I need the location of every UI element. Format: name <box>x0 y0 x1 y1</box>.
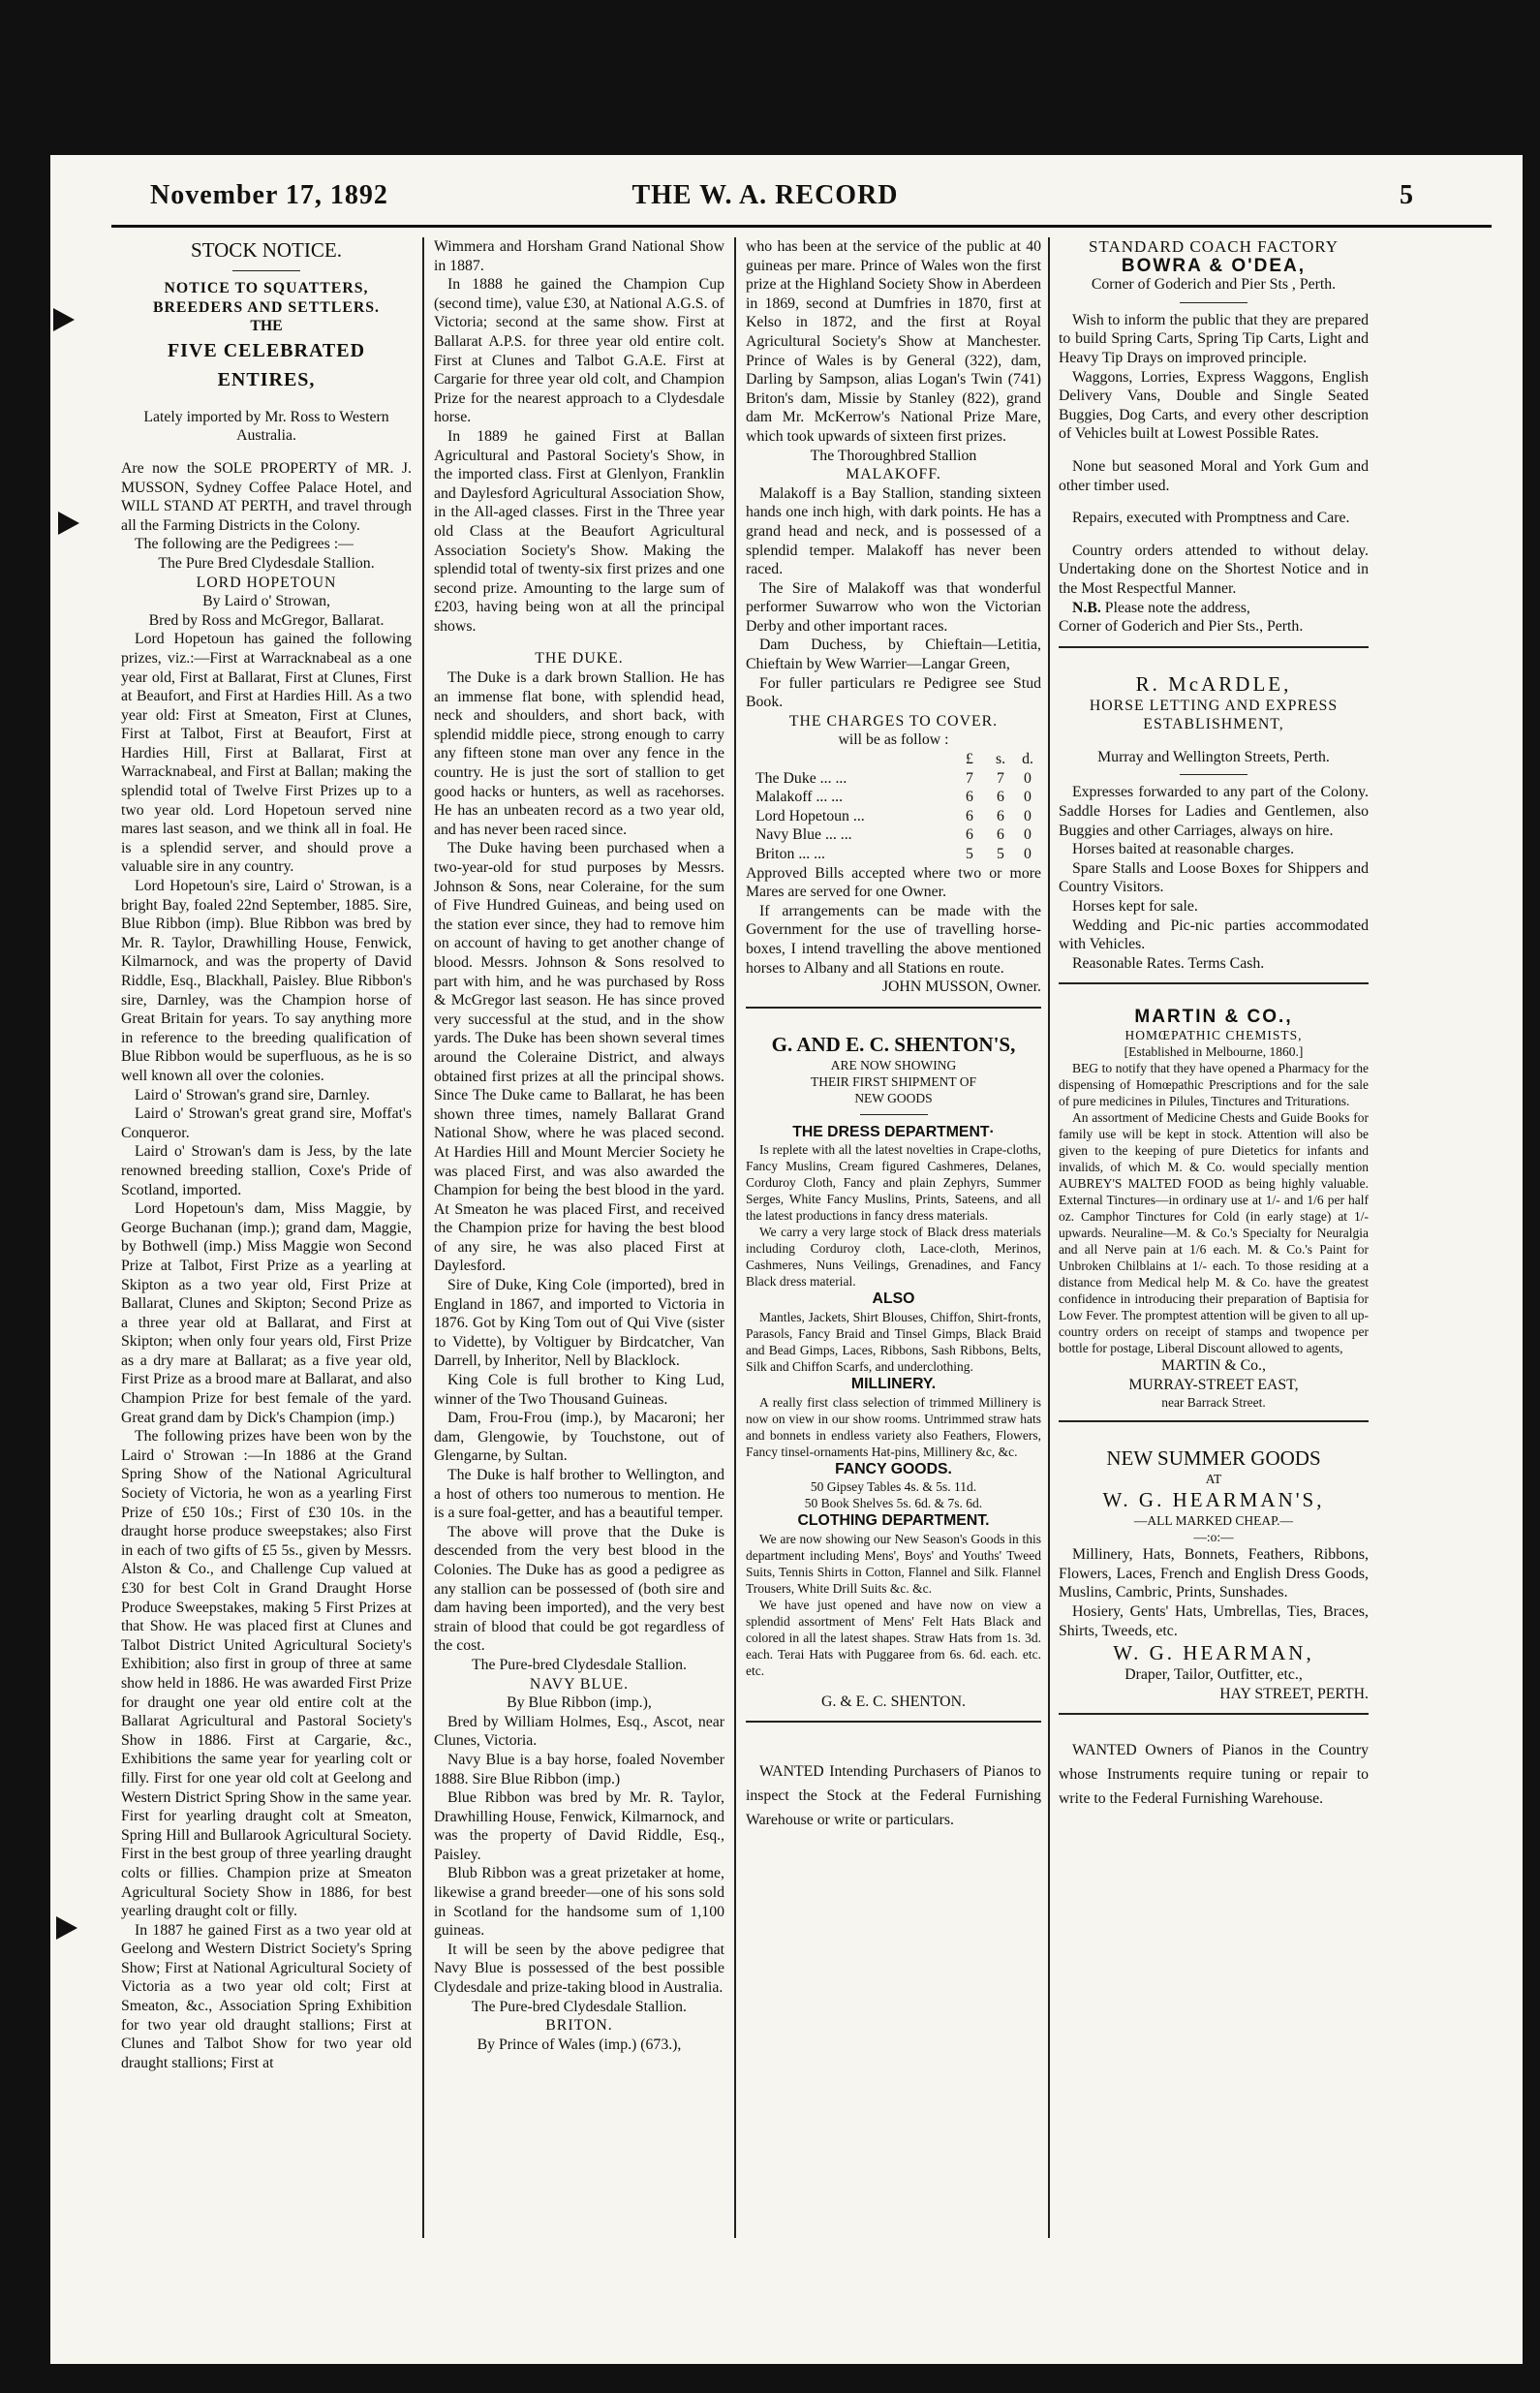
header-rule <box>111 225 1492 228</box>
horse-heading: LORD HOPETOUN <box>196 574 337 591</box>
charges-pounds: 5 <box>966 846 973 862</box>
advert-address: MURRAY-STREET EAST, <box>1128 1376 1299 1393</box>
charges-pounds: 6 <box>966 826 973 844</box>
charges-pence: 0 <box>1024 769 1032 787</box>
paragraph: The Sire of Malakoff was that wonderful performer Suwarrow who won the Victorian Derby and other important races. <box>746 579 1041 635</box>
paragraph: Lord Hopetoun has gained the following prizes, viz.:—First at Warracknabeal as a one year old, First at Ballarat, First at Clunes, First at Beaufort, and First at Hardies Hill. As a two year old: First at Smeaton, First at Clunes, First at Talbot, First at Beaufort, First at Hardies Hill, First at Ballarat, First at Warracknabeal, and First at Ballan; making the splendid total of Twelve First Prizes up to a two year old. Lord Hopetoun served nine mares last season, and we think all in foal. He is a splendid server, and should prove a valuable sire in any country. <box>121 631 412 876</box>
advert-signature: W. G. HEARMAN, <box>1113 1641 1314 1665</box>
paragraph: None but seasoned Moral and York Gum and other timber used. <box>1059 457 1369 494</box>
dept-heading: ALSO <box>872 1290 915 1308</box>
divider <box>1059 646 1369 648</box>
paragraph: Horses baited at reasonable charges. <box>1072 841 1295 858</box>
issue-date: November 17, 1892 <box>150 180 388 210</box>
paragraph: The Pure-bred Clydesdale Stallion. <box>472 1998 687 2015</box>
charges-header-cell: £ <box>966 751 973 768</box>
paragraph: Wimmera and Horsham Grand National Show in 1887. <box>434 238 724 274</box>
paragraph: An assortment of Medicine Chests and Guide Books for family use will be kept in stock. Attention will also be given to the keeping of pure Dietetics for infants and invalids, of which M. & Co. would specially mention AUBREY'S MALTED FOOD as being highly valuable. External Tinctures—in ordinary use at 1/- and 1/6 per half oz. Camphor Tinctures for Cold (in early stage) at 1/- upwards. Neuraline—M. & Co.'s Specialty for Neuralgia and all Nerve pain at 1/6 each. M. & Co.'s Paint for Unbroken Chilblains at 1/- each. To those residing at a distance from Medical help M. & Co. have the greatest confidence in introducing their preparation of Baptisia for Low Fever. The promptest attention will be given to all up-country orders on receipt of stamps and twopence per bottle for postage, Liberal Discount allowed to agents, <box>1059 1110 1369 1355</box>
paragraph: We are now showing our New Season's Goods in this department including Mens', Boys' and Youths' Tweed Suits, Tennis Shirts in Cotton, Flannel and Silk. Flannel Trousers, White Drill Suits &c. &c. <box>746 1531 1041 1596</box>
price-line: 50 Book Shelves 5s. 6d. & 7s. 6d. <box>804 1496 983 1511</box>
advert-line: NEW GOODS <box>854 1090 933 1105</box>
paragraph: By Prince of Wales (imp.) (673.), <box>477 2036 682 2053</box>
charges-pence: 0 <box>1024 826 1032 844</box>
paragraph: The Pure-bred Clydesdale Stallion. <box>472 1656 687 1673</box>
charges-title: THE CHARGES TO COVER. <box>788 712 999 730</box>
charges-table <box>755 750 1041 864</box>
paragraph: Wedding and Pic-nic parties accommodated with Vehicles. <box>1059 917 1369 953</box>
column-rule <box>1048 237 1050 2238</box>
dept-heading: FANCY GOODS. <box>835 1460 952 1477</box>
paragraph: Country orders attended to without delay. Undertaking done on the Shortest Notice and in the Most Respectful Manner. <box>1059 542 1369 597</box>
advert-title: STANDARD COACH FACTORY <box>1088 237 1340 256</box>
wanted-notice: WANTED Owners of Pianos in the Country whose Instruments require tuning or repair to write to the Federal Furnishing Warehouse. <box>1059 1742 1369 1808</box>
paragraph: If arrangements can be made with the Government for the use of travelling horse-boxes, I intend travelling the above mentioned horses to Albany and all Stations en route. <box>746 902 1041 977</box>
charges-row-name: Navy Blue ... ... <box>755 826 852 844</box>
paragraph: The Duke is half brother to Wellington, and a host of others too numerous to mention. He is a sure foal-getter, and has a beautiful temper. <box>434 1467 724 1522</box>
paragraph: A really first class selection of trimmed Millinery is now on view in our show rooms. Untrimmed straw hats and bonnets in endless variety also Feathers, Flowers, Fancy tinsel-ornaments Hat-pins, Millinery &c, &c. <box>746 1394 1041 1459</box>
signature: JOHN MUSSON, Owner. <box>881 979 1041 996</box>
paragraph: who has been at the service of the public at 40 guineas per mare. Prince of Wales won the first prize at the Highland Society Show in Aberdeen in 1869, second at Dumfries in 1870, first at Kelso in 1872, and the first at Royal Agricultural Society's Show at Manchester. Prince of Wales is by General (322), dam, Darling by Sampson, alias Logan's Twin (741) Briton's dam, Missie by Stanley (822), grand dam Mr. McKerrow's National Prize Mare, which took upwards of sixteen first prizes. <box>746 238 1041 445</box>
charges-pence: 0 <box>1024 789 1032 806</box>
advert-name: W. G. HEARMAN'S, <box>1102 1488 1325 1512</box>
divider <box>1059 1713 1369 1715</box>
column-3 <box>746 237 1041 2320</box>
charges-shillings: 6 <box>997 789 1004 806</box>
divider <box>1180 774 1247 775</box>
charges-subtitle: will be as follow : <box>838 731 949 749</box>
advert-name: BOWRA & O'DEA, <box>1121 255 1307 276</box>
advert-established: [Established in Melbourne, 1860.] <box>1124 1044 1304 1059</box>
advert-address: Corner of Goderich and Pier Sts , Perth. <box>1091 276 1337 294</box>
paragraph: Hosiery, Gents' Hats, Umbrellas, Ties, Braces, Shirts, Tweeds, etc. <box>1059 1602 1369 1639</box>
advert-address: near Barrack Street. <box>1161 1395 1266 1411</box>
notice-heading: NOTICE TO SQUATTERS, BREEDERS AND SETTLERS. <box>152 280 381 316</box>
charges-row-name: The Duke ... ... <box>755 769 847 787</box>
charges-header-cell: d. <box>1022 751 1033 768</box>
paragraph: Corner of Goderich and Pier Sts., Perth. <box>1059 618 1304 636</box>
advert-name: MARTIN & CO., <box>1134 1007 1293 1028</box>
column-4 <box>1059 237 1369 2320</box>
paragraph: King Cole is full brother to King Lud, winner of the Two Thousand Guineas. <box>434 1372 724 1408</box>
paragraph: Wish to inform the public that they are prepared to build Spring Carts, Spring Tip Carts, Light and Heavy Tip Drays on improved principle. <box>1059 311 1369 366</box>
paragraph: Waggons, Lorries, Express Waggons, English Delivery Vans, Double and Single Seated Buggies, Dog Carts, and every other description of Vehicles built at Lowest Possible Rates. <box>1059 368 1369 443</box>
advert-subtitle: HOMŒPATHIC CHEMISTS, <box>1124 1028 1303 1042</box>
column-1 <box>121 237 412 2320</box>
paragraph: Laird o' Strowan's great grand sire, Moffat's Conqueror. <box>121 1105 412 1141</box>
paragraph: Laird o' Strowan's dam is Jess, by the late renowned breeding stallion, Coxe's Pride of Scotland, imported. <box>121 1143 412 1198</box>
charges-row-name: Malakoff ... ... <box>755 789 844 806</box>
price-line: 50 Gipsey Tables 4s. & 5s. 11d. <box>810 1479 977 1495</box>
paragraph: The following are the Pedigrees :— <box>135 536 354 553</box>
horse-heading: THE DUKE. <box>535 650 624 668</box>
charges-row-name: Briton ... ... <box>755 846 825 862</box>
paragraph: Millinery, Hats, Bonnets, Feathers, Ribbons, Flowers, Laces, French and English Dress Goods, Muslins, Cambric, Prints, Sunshades. <box>1059 1546 1369 1601</box>
horse-heading: NAVY BLUE. <box>529 1675 630 1693</box>
paragraph: In 1887 he gained First as a two year old at Geelong and Western District Society's Spring Show; First at National Agricultural Society of Victoria as a two year old colt; First at Smeaton, &c., Association Spring Exhibition for two year old draught stallions; First at Clunes and Talbot Show for two year old draught stallions; First at <box>121 1921 412 2071</box>
charges-row-name: Lord Hopetoun ... <box>755 807 865 824</box>
nb-label: N.B. <box>1072 599 1101 616</box>
five-entires-heading: FIVE CELEBRATED ENTIRES, <box>167 339 366 390</box>
charges-pounds: 6 <box>966 789 973 806</box>
charges-shillings: 6 <box>997 807 1004 824</box>
paragraph: The Duke having been purchased when a two-year-old for stud purposes by Messrs. Johnson & Sons, near Coleraine, for the sum of Five Hundred Guineas, and being used on the station ever since, they had to remove him on account of having to get another change of blood. Messrs. Johnson & Sons resolved to part with him, and he was purchased by Ross & McGregor last season. He has since proved very successful at the stud, and in the show yards. The Duke has been shown several times around the Coleraine District, and always obtained first prizes at all the principal shows. Since The Duke came to Ballarat, he has been shown three times, namely Ballarat Grand National Show, where he was placed second. At Hardies Hill and Mount Mercier Society he was placed First, and was also awarded the Champion for being the best blood in the yard. At Smeaton he was placed First, and received the Champion prize for having the best blood of any sire, he was also placed First at Daylesford. <box>434 840 724 1275</box>
charges-header-cell <box>755 750 952 769</box>
horse-subheading: Bred by Ross and McGregor, Ballarat. <box>148 611 385 629</box>
binding-hole-marker <box>53 308 75 331</box>
divider <box>1059 982 1369 984</box>
paragraph: We have just opened and have now on view a splendid assortment of Mens' Felt Hats Black and colored in all the latest shapes. Straw Hats from 1s. 3d. each. Terai Hats with Puggaree from 6s. 6d. each. etc. etc. <box>746 1597 1041 1678</box>
binding-hole-marker <box>56 1916 77 1940</box>
dept-heading: MILLINERY. <box>850 1375 937 1392</box>
paragraph: Sire of Duke, King Cole (imported), bred in England in 1867, and imported to Victoria in 1876. Got by King Tom out of Qui Vive (sister to Vidette), by Voltiguer by Birdcatcher, Van Darrell, by Inheritor, Nell by Blacklock. <box>434 1277 724 1370</box>
divider <box>746 1007 1041 1009</box>
paragraph: The Thoroughbred Stallion <box>810 447 977 464</box>
paragraph: BEG to notify that they have opened a Pharmacy for the dispensing of Homœpathic Prescriptions and for the sale of pure medicines in Pilules, Tinctures and Triturations. <box>1059 1061 1369 1108</box>
charges-pounds: 7 <box>966 769 973 787</box>
paragraph: Expresses forwarded to any part of the Colony. Saddle Horses for Ladies and Gentlemen, also Buggies and other Carriages, always on hire. <box>1059 784 1369 839</box>
page-header <box>97 174 1433 213</box>
column-2 <box>434 237 724 2320</box>
paragraph: In 1888 he gained the Champion Cup (second time), value £30, at National A.G.S. of Victoria; second at the same show. First at Ballarat A.P.S. for three year old entire colt. First at Clunes and Talbot G.A.E. First at Cargarie for three year old colt, and Champion Prize for the nearest approach to a Clydesdale horse. <box>434 276 724 426</box>
paragraph: Malakoff is a Bay Stallion, standing sixteen hands one inch high, with dark points. He has a grand head and neck, and is possessed of a splendid temper. Malakoff has never been raced. <box>746 484 1041 578</box>
divider <box>1059 1420 1369 1422</box>
charges-shillings: 7 <box>997 769 1004 787</box>
paragraph: Are now the SOLE PROPERTY of MR. J. MUSSON, Sydney Coffee Palace Hotel, and WILL STAND AT PERTH, and travel through all the Farming Districts in the Colony. <box>121 459 412 534</box>
advert-title: HORSE LETTING AND EXPRESS <box>1089 697 1339 714</box>
paragraph: Blue Ribbon was bred by Mr. R. Taylor, Drawhilling House, Fenwick, Kilmarnock, and was the property of David Riddle, Esq., Paisley. <box>434 1789 724 1863</box>
paragraph: Horses kept for sale. <box>1072 898 1198 916</box>
charges-pence: 0 <box>1024 846 1032 862</box>
imported-line: Lately imported by Mr. Ross to Western Australia. <box>143 408 389 445</box>
paragraph: Is replete with all the latest novelties in Crape-cloths, Fancy Muslins, Cream figured Cashmeres, Delanes, Corduroy Cloth, Fancy and plain Zephyrs, Summer Serges, White Fancy Muslins, Prints, Sateens, and all the latest productions in fancy dress materials. <box>746 1142 1041 1224</box>
page-number: 5 <box>1400 180 1414 210</box>
paragraph: Laird o' Strowan's grand sire, Darnley. <box>135 1086 370 1103</box>
advert-ornament: —:o:— <box>1193 1530 1234 1545</box>
section-title: STOCK NOTICE. <box>191 238 342 262</box>
advert-line: THEIR FIRST SHIPMENT OF <box>811 1073 976 1089</box>
charges-header-cell: s. <box>995 751 1006 768</box>
advert-signature: MARTIN & Co., <box>1161 1357 1266 1374</box>
divider <box>232 270 300 271</box>
advert-at: AT <box>1205 1472 1222 1487</box>
advert-title: ESTABLISHMENT, <box>1143 716 1284 733</box>
column-rule <box>422 237 424 2238</box>
charges-shillings: 6 <box>997 826 1004 844</box>
paragraph: Repairs, executed with Promptness and Care. <box>1072 510 1350 527</box>
paragraph: Mantles, Jackets, Shirt Blouses, Chiffon, Shirt-fronts, Parasols, Fancy Braid and Tinsel Gimps, Black Braid and Bead Gimps, Laces, Ribbons, Sash Ribbons, Belts, Silk and Chiffon Scarfs, and underclothing. <box>746 1309 1041 1374</box>
paragraph: It will be seen by the above pedigree that Navy Blue is possessed of the best possible Clydesdale and prize-taking blood in Australia. <box>434 1941 724 1997</box>
paragraph: The above will prove that the Duke is descended from the very best blood in the Colonies. The Duke has as good a pedigree as any stallion can be possessed of (both sire and dam having been imported), and the very best strain of blood that could be got regardless of the cost. <box>434 1523 724 1655</box>
dept-heading: CLOTHING DEPARTMENT. <box>797 1512 990 1530</box>
divider <box>746 1721 1041 1723</box>
paragraph: Dam Duchess, by Chieftain—Letitia, Chieftain by Wew Warrier—Langar Green, <box>746 637 1041 673</box>
advert-address: HAY STREET, PERTH. <box>1219 1685 1369 1702</box>
horse-subheading: By Laird o' Strowan, <box>202 593 330 610</box>
advert-address: Murray and Wellington Streets, Perth. <box>1097 748 1330 765</box>
charges-pence: 0 <box>1024 807 1032 824</box>
advert-line: ARE NOW SHOWING <box>830 1057 957 1072</box>
notice-the: THE <box>250 318 283 335</box>
nb-text: Please note the address, <box>1104 599 1250 616</box>
horse-heading: BRITON. <box>545 2017 613 2035</box>
paragraph: Reasonable Rates. Terms Cash. <box>1072 954 1265 972</box>
paragraph: Spare Stalls and Loose Boxes for Shippers and Country Visitors. <box>1059 859 1369 896</box>
charges-pounds: 6 <box>966 807 973 824</box>
advert-title: NEW SUMMER GOODS <box>1106 1446 1321 1471</box>
charges-shillings: 5 <box>997 846 1004 862</box>
dept-heading: THE DRESS DEPARTMENT· <box>792 1123 995 1140</box>
advert-title: G. AND E. C. SHENTON'S, <box>771 1032 1016 1056</box>
paragraph: We carry a very large stock of Black dress materials including Corduroy cloth, Lace-cloth, Merinos, Cashmeres, Nuns Veilings, Grenadines, and Fancy Black dress material. <box>746 1225 1041 1290</box>
paragraph: In 1889 he gained First at Ballan Agricultural and Pastoral Society's Show, in the imported class. First at Glenlyon, Franklin and Daylesford Agricultural Association Show, in the All-aged classes. First in the Three year old Class at the Beaufort Agricultural Association Society's Show. Making the splendid total of twenty-six first prizes and one second prize. Amounting to the large sum of £203, having being won at all the principal shows. <box>434 427 724 635</box>
paragraph: Navy Blue is a bay horse, foaled November 1888. Sire Blue Ribbon (imp.) <box>434 1751 724 1787</box>
advert-trade: Draper, Tailor, Outfitter, etc., <box>1124 1666 1303 1684</box>
advert-name: R. McARDLE, <box>1135 671 1292 696</box>
column-rule <box>734 237 736 2238</box>
horse-subheading: By Blue Ribbon (imp.), <box>507 1694 652 1712</box>
advert-line: —ALL MARKED CHEAP.— <box>1133 1513 1294 1529</box>
divider <box>1180 302 1247 303</box>
advert-signature: G. & E. C. SHENTON. <box>821 1693 966 1710</box>
paragraph: Approved Bills accepted where two or more Mares are served for one Owner. <box>746 864 1041 901</box>
paragraph: Lord Hopetoun's sire, Laird o' Strowan, is a bright Bay, foaled 22nd September, 1885. Sire, Blue Ribbon (imp). Blue Ribbon was bred by Mr. R. Taylor, Drawhilling House, Fenwick, Kilmarnock, and was the property of David Riddle, Esq., Blackhall, Paisley. Blue Ribbon's sire, Darnley, was the Champion horse of Great Britain for years. To say anything more in reference to the breeding qualification of Blue Ribbon would be superfluous, as he is so well known all over the colonies. <box>121 878 412 1084</box>
paragraph: The Pure Bred Clydesdale Stallion. <box>158 554 375 572</box>
paragraph: Dam, Frou-Frou (imp.), by Macaroni; her dam, Glengowie, by Touchstone, out of Glengarne, by Sultan. <box>434 1410 724 1465</box>
masthead: THE W. A. RECORD <box>631 180 899 210</box>
divider <box>860 1114 928 1115</box>
paragraph: The Duke is a dark brown Stallion. He has an immense flat bone, with splendid head, neck and shoulders, and short back, with splendid middle piece, strong enough to carry any fifteen stone man over any fence in the country. He is just the sort of stallion to get good hacks or hunters, as well as racehorses. He has an unbeaten record as a two year old, and has never been raced since. <box>434 669 724 838</box>
paragraph: The following prizes have been won by the Laird o' Strowan :—In 1886 at the Grand Spring Show of the National Agricultural Society of Victoria, he won as a yearling First Prize of £50 10s.; First of £30 10s. in the draught horse produce sweepstakes; also First in each of two gifts of £5 5s., given by Messrs. Alston & Co., and Challenge Cup valued at £30 for best Colt in Grand Draught Horse Produce Sweepstakes, making 5 First Prizes at that Show. He was placed first at Clunes and Talbot District United Agricultural Society's Exhibition; also first in group of three at same show held in 1886. He was awarded First Prize for draught one year old entire colt at the Ballarat Agricultural and Pastoral Society's Show in 1886. First at Cargarie, &c., Exhibitions the same year for yearling colt or filly. First for one year old colt at Geelong and Western District Spring Show in the same year. First for yearling draught colt at Smeaton, Spring Hill and Bullarook Agricultural Society. First in the best group of three yearling draught colts or fillies. Champion prize at Smeaton Agricultural Society Show in 1886, for best yearling draught colt or filly. <box>121 1428 412 1920</box>
paragraph: Bred by William Holmes, Esq., Ascot, near Clunes, Victoria. <box>434 1713 724 1750</box>
paragraph: For fuller particulars re Pedigree see Stud Book. <box>746 674 1041 711</box>
wanted-notice: WANTED Intending Purchasers of Pianos to inspect the Stock at the Federal Furnishing Warehouse or write or particulars. <box>746 1763 1041 1829</box>
paragraph: Lord Hopetoun's dam, Miss Maggie, by George Buchanan (imp.); grand dam, Maggie, by Bothwell (imp.) Miss Maggie won Second Prize at Talbot, First Prize as a yearling at Skipton as a two year old, First Prize at Ballarat, Clunes and Skipton; Second Prize as a three year old at Ballarat, and First at Skipton; when only four years old, First Prize as a dry mare at Ballarat; as a five year old, First Prize as a brood mare at Ballarat, and also Champion Prize for best female of the yard. Great grand dam by Dick's Champion (imp.) <box>121 1200 412 1426</box>
binding-hole-marker <box>58 512 79 535</box>
horse-heading: MALAKOFF. <box>846 466 941 483</box>
paragraph: Blub Ribbon was a great prizetaker at home, likewise a grand breeder—one of his sons sold in Scotland for the handsome sum of 1,100 guineas. <box>434 1865 724 1940</box>
